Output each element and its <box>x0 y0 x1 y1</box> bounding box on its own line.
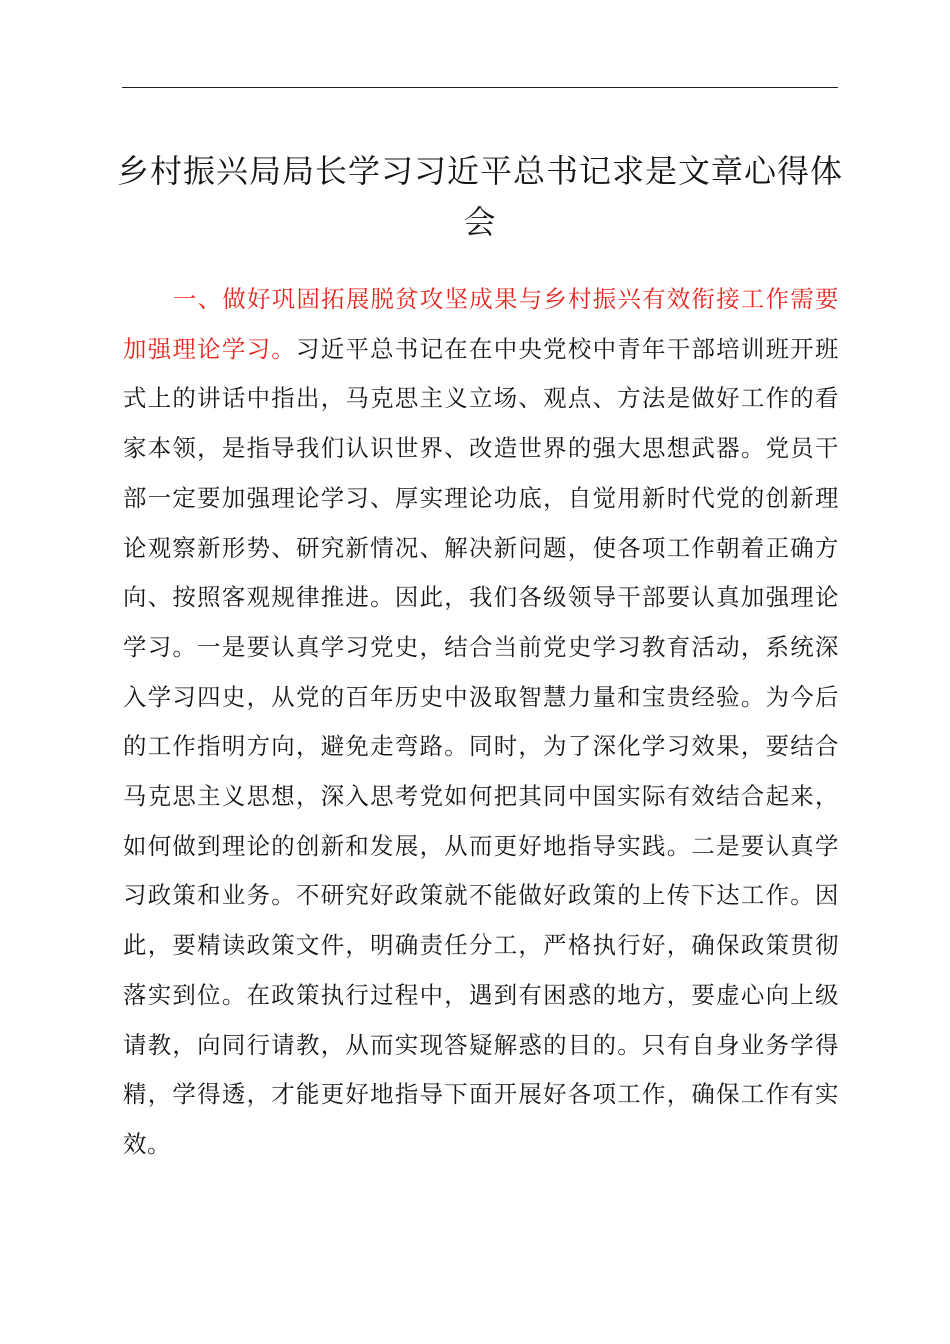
section-heading: 一、做好巩固拓展脱贫攻坚成果与乡村振兴有效衔接工作需要加强理论学习。 <box>123 285 839 363</box>
document-title: 乡村振兴局局长学习习近平总书记求是文章心得体会 <box>116 152 843 241</box>
header-rule <box>122 87 838 88</box>
section-body: 习近平总书记在在中央党校中青年干部培训班开班式上的讲话中指出，马克思主义立场、观点、方法是做好工作的看家本领，是指导我们认识世界、改造世界的强大思想武器。党员干部一定要加强理论学习、厚实理论功底，自觉用新时代党的创新理论观察新形势、研究新情况、解决新问题，使各项工作朝着正确方向、按照客观规律推进。因此，我们各级领导干部要认真加强理论学习。一是要认真学习党史，结合当前党史学习教育活动，系统深入学习四史，从党的百年历史中汲取智慧力量和宝贵经验。为今后的工作指明方向，避免走弯路。同时，为了深化学习效果，要结合马克思主义思想，深入思考党如何把其同中国实际有效结合起来，如何做到理论的创新和发展，从而更好地指导实践。二是要认真学习政策和业务。不研究好政策就不能做好政策的上传下达工作。因此，要精读政策文件，明确责任分工，严格执行好，确保政策贯彻落实到位。在政策执行过程中，遇到有困惑的地方，要虚心向上级请教，向同行请教，从而实现答疑解惑的目的。只有自身业务学得精，学得透，才能更好地指导下面开展好各项工作，确保工作有实效。 <box>123 334 840 1158</box>
section-paragraph <box>123 275 839 1170</box>
